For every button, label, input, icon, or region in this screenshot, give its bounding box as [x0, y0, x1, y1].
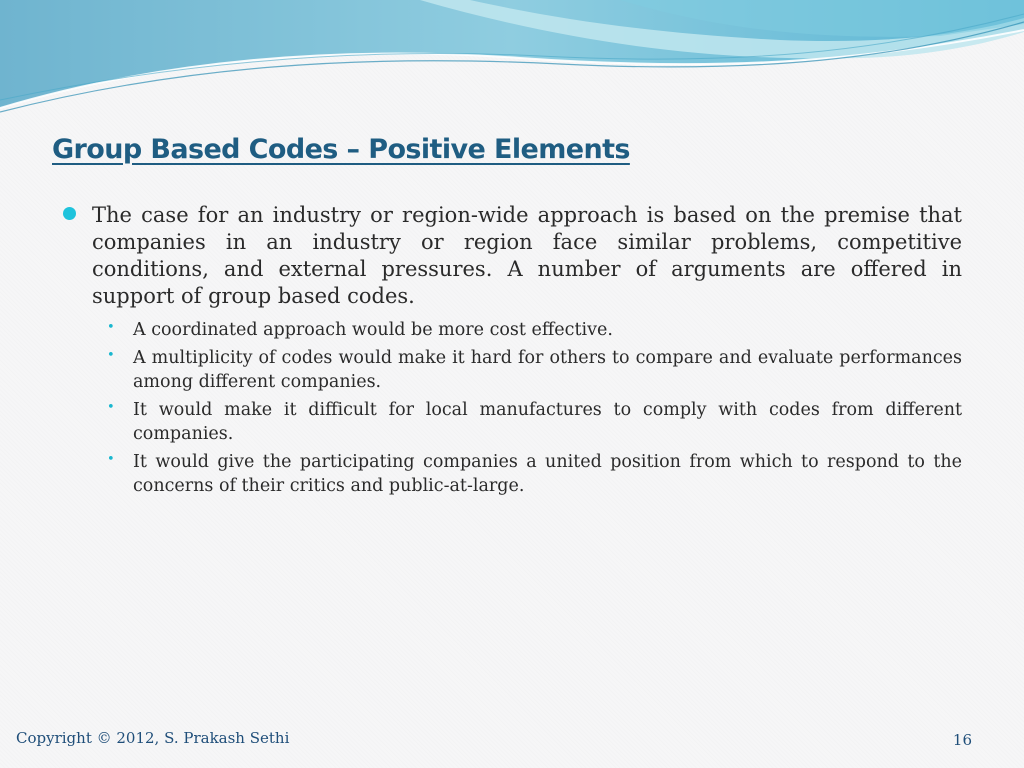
main-bullet-dot-icon — [63, 207, 76, 220]
sub-bullet-text: It would give the participating companies a united position from which to respond to the concerns of their critics and public-at-large. — [133, 452, 962, 496]
slide-body — [0, 202, 1024, 502]
sub-bullet-dot-icon: • — [107, 320, 115, 335]
sub-bullet-item — [107, 398, 962, 446]
header-wave-decoration — [0, 0, 1024, 120]
sub-bullet-dot-icon: • — [107, 348, 115, 363]
slide-title: Group Based Codes – Positive Elements — [52, 134, 630, 165]
sub-bullet-item — [107, 318, 962, 342]
sub-bullet-text: A multiplicity of codes would make it hard for others to compare and evaluate performances among different companies. — [133, 348, 962, 392]
sub-bullet-text: A coordinated approach would be more cost effective. — [133, 320, 613, 340]
sub-bullet-text: It would make it difficult for local manufactures to comply with codes from different companies. — [133, 400, 962, 444]
page-number: 16 — [952, 731, 972, 749]
main-bullet-text: The case for an industry or region-wide approach is based on the premise that companies in an industry or region face similar problems, competitive conditions, and external pressures. A number of arguments are offered in support of group based codes. — [92, 203, 962, 308]
main-bullet — [92, 202, 962, 310]
sub-bullet-dot-icon: • — [107, 452, 115, 467]
sub-bullet-dot-icon: • — [107, 400, 115, 415]
sub-bullet-item — [107, 346, 962, 394]
sub-bullet-item — [107, 450, 962, 498]
footer-copyright: Copyright © 2012, S. Prakash Sethi — [16, 729, 290, 747]
sub-bullet-list — [0, 318, 1024, 498]
